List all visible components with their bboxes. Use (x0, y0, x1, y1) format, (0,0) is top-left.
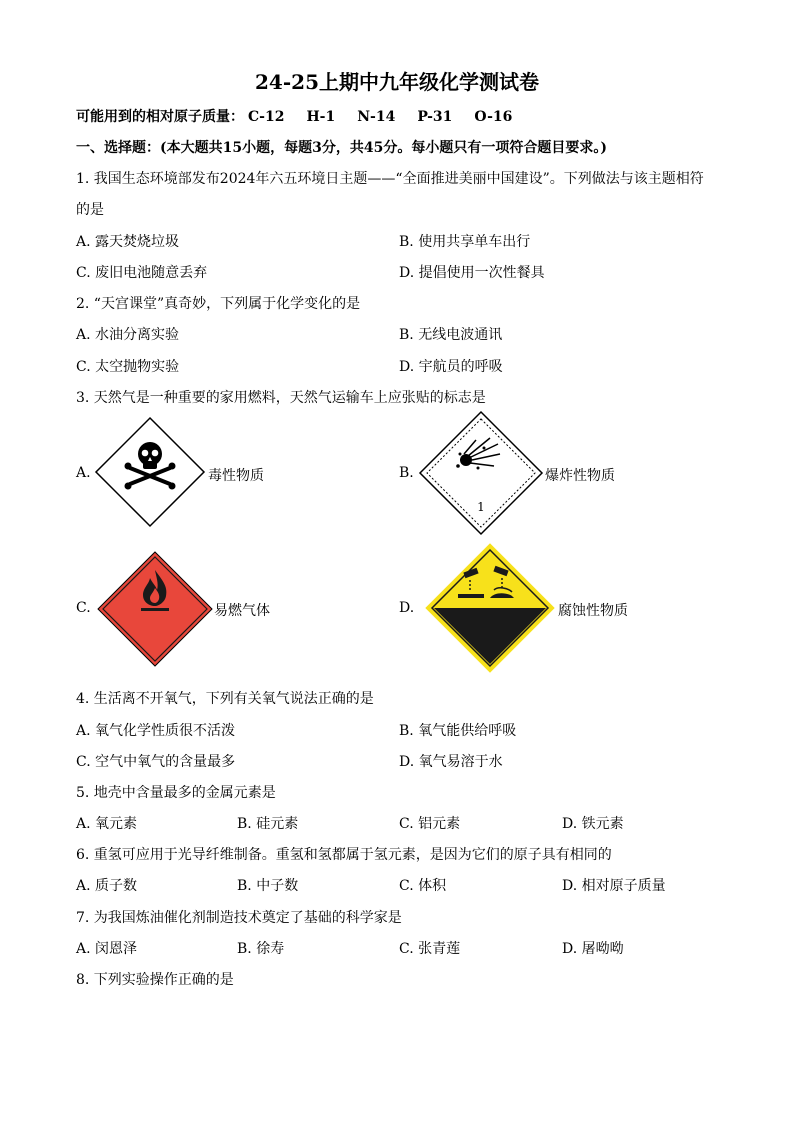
page-title: 24-25上期中九年级化学测试卷 (255, 70, 539, 94)
q2-option-d: D. 宇航员的呼吸 (399, 359, 503, 375)
mass-c: C-12 (248, 109, 285, 125)
mass-h: H-1 (306, 109, 336, 125)
sign-d-label: 腐蚀性物质 (558, 603, 628, 619)
explosive-sign (418, 410, 544, 536)
corrosive-sign (424, 542, 556, 674)
mass-o: O-16 (474, 109, 513, 125)
q4-option-a: A. 氧气化学性质很不活泼 (76, 723, 236, 739)
q6-option-a: A. 质子数 (76, 878, 138, 894)
q2-option-a: A. 水油分离实验 (76, 327, 180, 343)
sign-b-number: 1 (477, 500, 485, 514)
mass-p: P-31 (417, 109, 453, 125)
q7-option-a: A. 闵恩泽 (76, 941, 138, 957)
question-4-stem: 4. 生活离不开氧气，下列有关氧气说法正确的是 (76, 691, 374, 707)
sign-a-label: 毒性物质 (208, 468, 264, 484)
toxic-sign (94, 416, 206, 528)
q5-option-b: B. 硅元素 (237, 816, 299, 832)
question-1-stem-cont: 的是 (76, 202, 104, 218)
q6-option-b: B. 中子数 (237, 878, 299, 894)
q2-option-c: C. 太空抛物实验 (76, 359, 180, 375)
q3-option-d: D. (399, 600, 415, 616)
q5-option-a: A. 氧元素 (76, 816, 138, 832)
atomic-masses-label: 可能用到的相对原子质量： (76, 109, 244, 125)
q1-option-c: C. 废旧电池随意丢弃 (76, 265, 208, 281)
atomic-masses (76, 106, 534, 126)
question-6-stem: 6. 重氢可应用于光导纤维制备。重氢和氢都属于氢元素，是因为它们的原子具有相同的 (76, 847, 612, 863)
sign-b-label: 爆炸性物质 (545, 468, 615, 484)
q4-option-b: B. 氧气能供给呼吸 (399, 723, 517, 739)
q2-option-b: B. 无线电波通讯 (399, 327, 503, 343)
question-1-stem: 1. 我国生态环境部发布2024年六五环境日主题——“全面推进美丽中国建设”。下列做法与该主题相符 (76, 171, 704, 187)
question-5-stem: 5. 地壳中含量最多的金属元素是 (76, 785, 276, 801)
q1-option-a: A. 露天焚烧垃圾 (76, 234, 180, 250)
q7-option-d: D. 屠呦呦 (562, 941, 624, 957)
sign-c-label: 易燃气体 (214, 603, 270, 619)
section-header: 一、选择题：(本大题共15小题，每题3分，共45分。每小题只有一项符合题目要求。) (76, 140, 607, 156)
question-2-stem: 2. “天宫课堂”真奇妙，下列属于化学变化的是 (76, 296, 361, 312)
mass-n: N-14 (357, 109, 396, 125)
q4-option-c: C. 空气中氧气的含量最多 (76, 754, 236, 770)
q6-option-c: C. 体积 (399, 878, 447, 894)
q1-option-d: D. 提倡使用一次性餐具 (399, 265, 545, 281)
q3-option-c: C. (76, 600, 91, 616)
q7-option-b: B. 徐寿 (237, 941, 285, 957)
q1-option-b: B. 使用共享单车出行 (399, 234, 531, 250)
q3-option-b: B. (399, 465, 414, 481)
q5-option-c: C. 铝元素 (399, 816, 461, 832)
q4-option-d: D. 氧气易溶于水 (399, 754, 503, 770)
q6-option-d: D. 相对原子质量 (562, 878, 666, 894)
q7-option-c: C. 张青莲 (399, 941, 461, 957)
q3-option-a: A. (76, 465, 91, 481)
q5-option-d: D. 铁元素 (562, 816, 624, 832)
question-7-stem: 7. 为我国炼油催化剂制造技术奠定了基础的科学家是 (76, 910, 402, 926)
flammable-sign (96, 550, 214, 668)
question-8-stem: 8. 下列实验操作正确的是 (76, 972, 234, 988)
question-3-stem: 3. 天然气是一种重要的家用燃料，天然气运输车上应张贴的标志是 (76, 390, 486, 406)
